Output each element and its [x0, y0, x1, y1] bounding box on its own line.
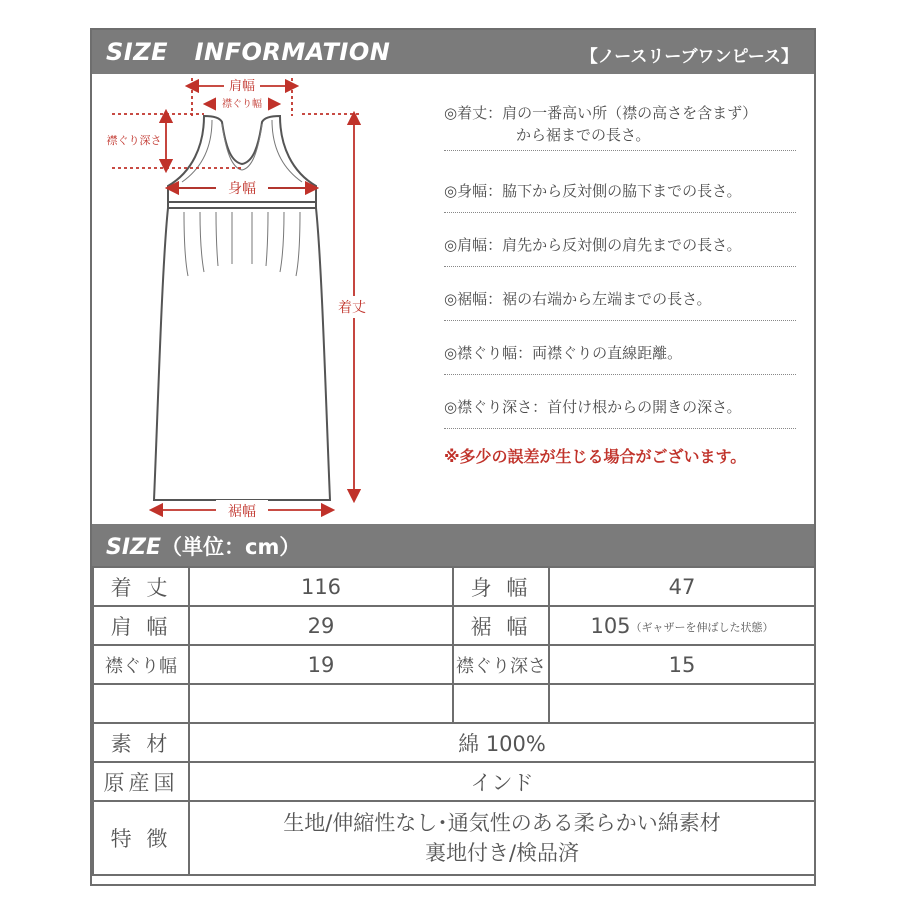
- label-body-width: 身幅: [228, 181, 256, 197]
- dress-outline: [154, 116, 330, 500]
- divider: [444, 212, 796, 213]
- table-row: [93, 606, 815, 645]
- row-label: 身 幅: [453, 567, 549, 606]
- dress-diagram: [92, 76, 444, 524]
- features-value: [189, 801, 815, 875]
- header-subtitle: 【ノースリーブワンピース】: [580, 47, 798, 67]
- empty-cell: [93, 684, 189, 723]
- size-information-header: [92, 30, 814, 74]
- size-table: [92, 566, 816, 876]
- table-row-origin: [93, 762, 815, 801]
- gather-note: （ギャザーを伸ばした状態）: [630, 620, 774, 634]
- divider: [444, 320, 796, 321]
- table-row: [93, 645, 815, 684]
- table-row-empty: [93, 684, 815, 723]
- label-neck-depth: 襟ぐり深さ: [106, 134, 162, 147]
- label-hem-width: 裾幅: [228, 504, 256, 520]
- row-label: 襟ぐり深さ: [453, 645, 549, 684]
- empty-cell: [549, 684, 815, 723]
- table-row: [93, 567, 815, 606]
- note-neck-depth: ◎襟ぐり深さ：首付け根からの開きの深さ。: [444, 398, 742, 416]
- row-label: 襟ぐり幅: [93, 645, 189, 684]
- origin-value: インド: [189, 762, 815, 801]
- features-line: 生地/伸縮性なし･通気性のある柔らかい綿素材: [283, 811, 721, 835]
- table-row-material: [93, 723, 815, 762]
- material-value: 綿 100%: [189, 723, 815, 762]
- label-length: 着丈: [338, 300, 366, 316]
- empty-cell: [189, 684, 453, 723]
- table-row-features: [93, 801, 815, 875]
- row-value: 15: [549, 645, 815, 684]
- row-value: 19: [189, 645, 453, 684]
- note-hem-width: ◎裾幅：裾の右端から左端までの長さ。: [444, 290, 712, 308]
- note-body-width: ◎身幅：脇下から反対側の脇下までの長さ。: [444, 182, 742, 200]
- note-shoulder-width: ◎肩幅：肩先から反対側の肩先までの長さ。: [444, 236, 742, 254]
- origin-label: 原産国: [93, 762, 189, 801]
- label-neck-width: 襟ぐり幅: [222, 99, 262, 110]
- row-value: 105: [590, 613, 631, 638]
- header-title: SIZE INFORMATION: [106, 38, 391, 66]
- error-warning: ※多少の誤差が生じる場合がございます。: [444, 447, 747, 466]
- unit-label: （単位：cm）: [161, 535, 301, 559]
- material-label: 素 材: [93, 723, 189, 762]
- note-neck-width: ◎襟ぐり幅：両襟ぐりの直線距離。: [444, 344, 683, 362]
- divider: [444, 150, 796, 151]
- row-value: 29: [189, 606, 453, 645]
- row-label: 裾 幅: [453, 606, 549, 645]
- row-label: 肩 幅: [93, 606, 189, 645]
- features-line: 裏地付き/検品済: [424, 841, 580, 865]
- features-label: 特 徴: [93, 801, 189, 875]
- row-value: 116: [189, 567, 453, 606]
- empty-cell: [453, 684, 549, 723]
- divider: [444, 428, 796, 429]
- row-value-with-note: [549, 606, 815, 645]
- divider: [444, 266, 796, 267]
- size-label: SIZE: [106, 535, 162, 560]
- size-information-card: [90, 28, 816, 886]
- row-label: 着 丈: [93, 567, 189, 606]
- label-shoulder-width: 肩幅: [228, 79, 256, 94]
- divider: [444, 374, 796, 375]
- measurement-figure: [92, 76, 814, 524]
- size-table-header: [92, 524, 814, 566]
- row-value: 47: [549, 567, 815, 606]
- note-length: ◎着丈：肩の一番高い所（襟の高さを含まず） から裾までの長さ。: [444, 104, 758, 144]
